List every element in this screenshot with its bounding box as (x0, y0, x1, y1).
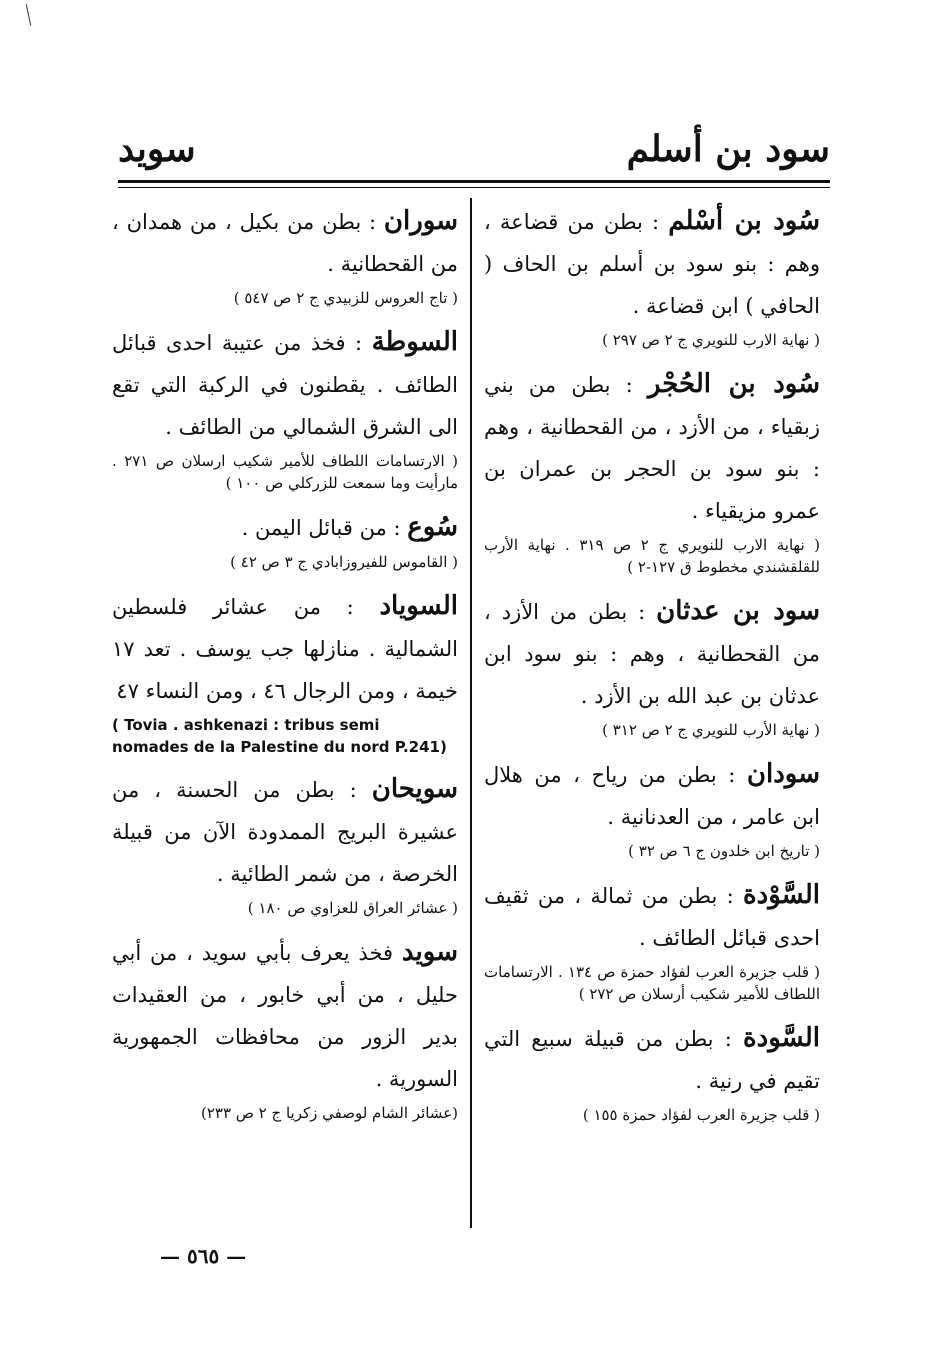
entry-body (112, 506, 458, 549)
entry-body (112, 200, 458, 285)
entry (112, 321, 458, 494)
entry-text: : بطن من الأزد ، من القحطانية ، وهم : بنو سود ابن عدثان بن عبد الله بن الأزد . (484, 600, 820, 708)
entry-headword: سوران (383, 206, 458, 236)
entry (112, 931, 458, 1124)
entry-body (112, 321, 458, 448)
entry (484, 874, 820, 1005)
entry (484, 590, 820, 741)
entry-text: : بطن من قبيلة سبيع التي تقيم في رنية . (484, 1027, 820, 1093)
entry-body (484, 1017, 820, 1102)
header-rule-thin (118, 187, 830, 188)
scan-edge-mark (26, 4, 32, 26)
entry-citation: ( نهاية الارب للنويري ج ٢ ص ٣١٩ . نهاية الأرب للقلقشندي مخطوط ق ١٢٧-٢ ) (484, 536, 821, 576)
page-number: — ٥٦٥ — (160, 1244, 247, 1268)
entry-citation: (عشائر الشام لوصفي زكريا ج ٢ ص ٢٣٣) (200, 1104, 458, 1122)
entry-citation: ( عشائر العراق للعزاوي ص ١٨٠ ) (247, 899, 458, 917)
entry-body (484, 200, 820, 327)
entry-citation: ( تاريخ ابن خلدون ج ٦ ص ٣٢ ) (628, 842, 820, 860)
entry-body (112, 585, 458, 712)
entry-citation: ( قلب جزيرة العرب لفؤاد حمزة ص ١٣٤ . الارتسامات اللطاف للأمير شكيب أرسلان ص ٢٧٢ ) (484, 963, 821, 1003)
entry-text: : بطن من رياح ، من هلال ابن عامر ، من العدنانية . (484, 763, 820, 829)
entry-text: : من قبائل اليمن . (241, 516, 401, 540)
right-column (484, 200, 820, 1138)
entry-headword: سويحان (371, 774, 458, 804)
entry-text: : بطن من بني زبقياء ، من الأزد ، من القحطانية ، وهم : بنو سود بن الحجر بن عمران بن عمرو مزيقياء . (484, 373, 820, 523)
column-separator (470, 198, 472, 1228)
entry (484, 753, 820, 862)
entry (484, 363, 820, 578)
entry-text: : بطن من ثمالة ، من ثقيف احدى قبائل الطائف . (484, 884, 820, 950)
entry (484, 1017, 820, 1126)
entry-text: : فخذ من عتيبة احدى قبائل الطائف . يقطنون في الركبة التي تقع الى الشرق الشمالي من الطائف . (112, 331, 458, 439)
entry-text: : من عشائر فلسطين الشمالية . منازلها جب يوسف . تعد ١٧ خيمة ، ومن الرجال ٤٦ ، ومن النساء ٤٧ (112, 595, 458, 703)
entry-text: : بطن من الحسنة ، من عشيرة البريج الممدودة الآن من قبيلة الخرصة ، من شمر الطائية . (112, 778, 458, 886)
entry (484, 200, 820, 351)
entry-body (112, 768, 458, 895)
entry-body (112, 931, 458, 1100)
entry-text: : بطن من بكيل ، من همدان ، من القحطانية . (112, 210, 458, 276)
entry-headword: السَّوْدة (743, 880, 820, 910)
entry-citation: ( نهاية الأرب للنويري ج ٢ ص ٣١٢ ) (602, 721, 820, 739)
entry-body (484, 363, 820, 532)
entry-headword: سودان (746, 759, 820, 789)
entry-headword: سُوع (407, 512, 458, 542)
entry-citation: ( نهاية الارب للنويري ج ٢ ص ٢٩٧ ) (602, 331, 820, 349)
entry-headword: سود بن عدثان (656, 596, 820, 626)
entry-headword: السَّودة (743, 1023, 820, 1053)
entry (112, 506, 458, 573)
entry (112, 585, 458, 758)
entry-headword: السوطة (371, 327, 458, 357)
running-head-left: سويد (118, 128, 196, 170)
page-header (118, 128, 830, 174)
header-rule-thick (118, 180, 830, 183)
entry-citation-latin: ( Tovia . ashkenazi : tribus semi nomades de la Palestine du nord P.241) (112, 716, 447, 756)
entry-citation: ( القاموس للفيروزابادي ج ٣ ص ٤٢ ) (230, 553, 458, 571)
entry-citation: ( الارتسامات اللطاف للأمير شكيب ارسلان ص ٢٧١ . مارأيت وما سمعت للزركلي ص ١٠٠ ) (112, 452, 458, 492)
left-column (112, 200, 458, 1136)
entry-body (484, 753, 820, 838)
entry-headword: سويد (401, 937, 458, 967)
entry-headword: سُود بن أسْلم (668, 206, 820, 236)
entry-headword: سُود بن الحُجْر (647, 369, 820, 399)
entry-body (484, 874, 820, 959)
entry-citation: ( تاج العروس للزبيدي ج ٢ ص ٥٤٧ ) (233, 289, 458, 307)
entry-headword: السوياد (379, 591, 458, 621)
entry-text: : بطن من قضاعة ، وهم : بنو سود بن أسلم بن الحاف ( الحافي ) ابن قضاعة . (484, 210, 820, 318)
entry (112, 768, 458, 919)
entry-citation: ( قلب جزيرة العرب لفؤاد حمزة ١٥٥ ) (582, 1106, 820, 1124)
running-head-right: سود بن أسلم (626, 128, 830, 170)
entry (112, 200, 458, 309)
entry-text: فخذ يعرف بأبي سويد ، من أبي حليل ، من أبي خابور ، من العقيدات بدير الزور من محافظات الجمهورية السورية . (112, 941, 458, 1091)
entry-body (484, 590, 820, 717)
